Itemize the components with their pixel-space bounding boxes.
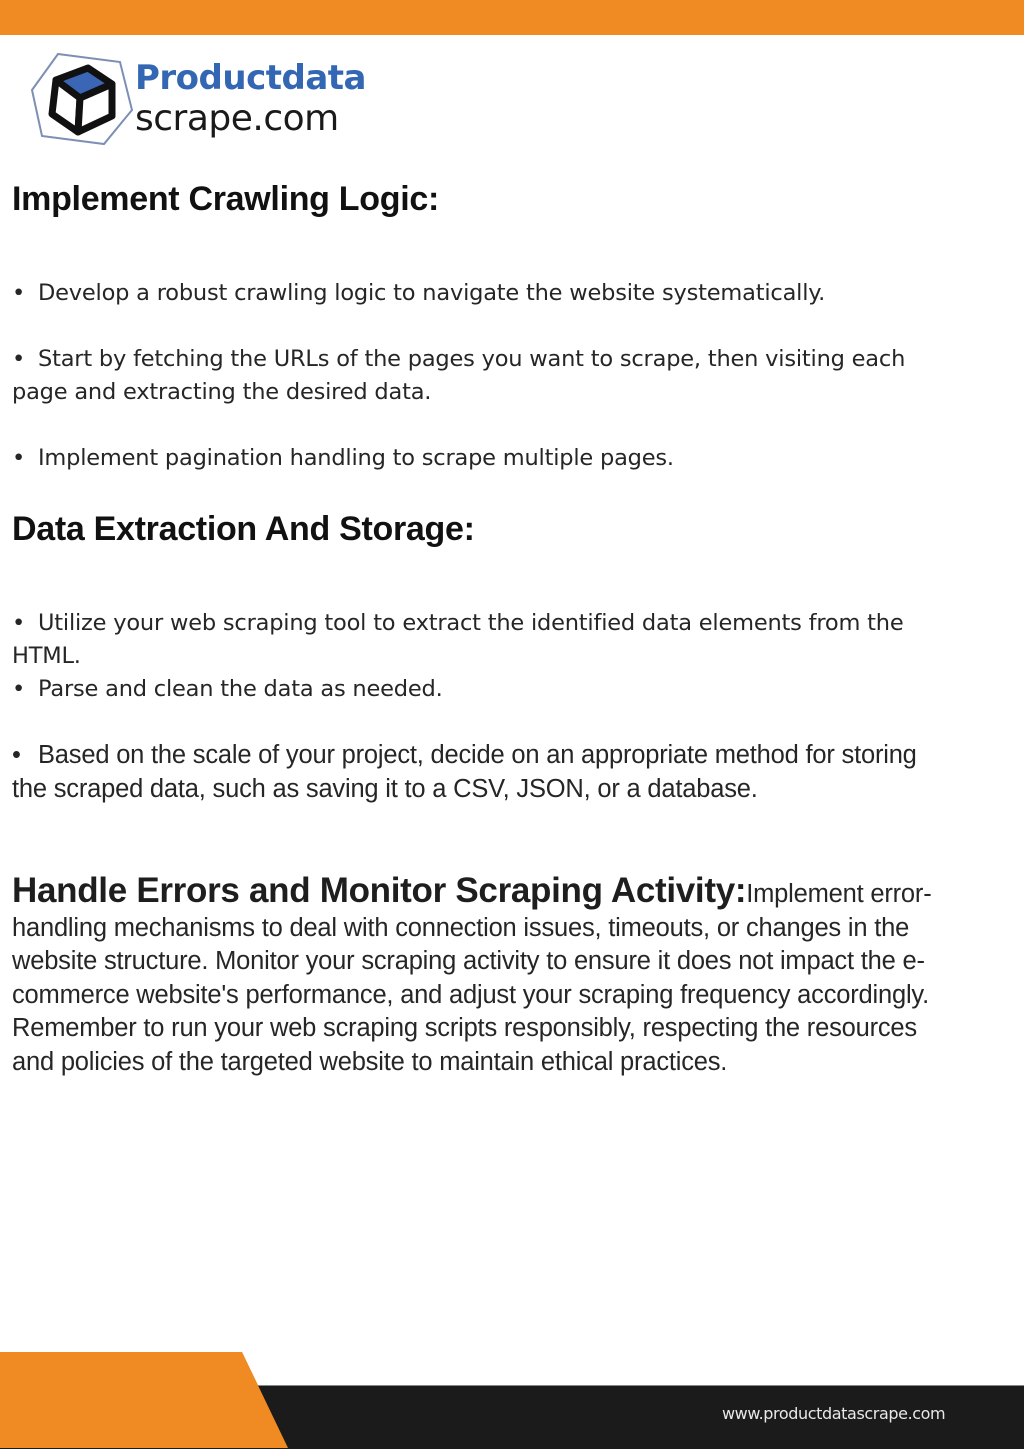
footer-website-link[interactable]: www.productdatascrape.com	[722, 1404, 946, 1423]
section-heading-errors: Handle Errors and Monitor Scraping Activity:	[12, 871, 747, 910]
section-heading-extraction: Data Extraction And Storage:	[12, 510, 475, 548]
top-accent-bar	[0, 0, 1024, 35]
bullet-icon: •	[12, 280, 26, 306]
closing-paragraph: Remember to run your web scraping scripts responsibly, respecting the resources and policies of the targeted website to maintain ethical practices.	[12, 1014, 917, 1076]
section-body: Implement error-handling mechanisms to deal with connection issues, timeouts, or changes in the website structure. Monitor your scraping activity to ensure it does not impact the e-commerce website's performance, and adjust your scraping frequency accordingly.	[12, 880, 932, 1009]
brand-name-line-2: scrape.com	[135, 98, 339, 139]
bullet-icon: •	[12, 741, 21, 769]
section-errors	[12, 871, 942, 1079]
list-item: • Develop a robust crawling logic to navigate the website systematically.	[12, 277, 942, 310]
brand-logo	[28, 50, 388, 150]
section-heading-crawling: Implement Crawling Logic:	[12, 180, 439, 218]
bullet-icon: •	[12, 445, 26, 471]
cube-icon	[28, 50, 136, 150]
brand-name-line-1: Productdata	[135, 58, 366, 98]
list-item: • Implement pagination handling to scrape multiple pages.	[12, 442, 942, 475]
bullet-icon: •	[12, 346, 26, 372]
list-item: • Start by fetching the URLs of the pages you want to scrape, then visiting each page and extracting the desired data.	[12, 343, 942, 409]
list-item: • Utilize your web scraping tool to extract the identified data elements from the HTML.	[12, 607, 942, 673]
list-item: • Based on the scale of your project, decide on an appropriate method for storing the scraped data, such as saving it to a CSV, JSON, or a database.	[12, 741, 917, 803]
footer-orange-overlay	[0, 1352, 290, 1448]
bullet-icon: •	[12, 610, 26, 636]
bullet-icon: •	[12, 676, 26, 702]
list-item: • Parse and clean the data as needed.	[12, 673, 942, 706]
